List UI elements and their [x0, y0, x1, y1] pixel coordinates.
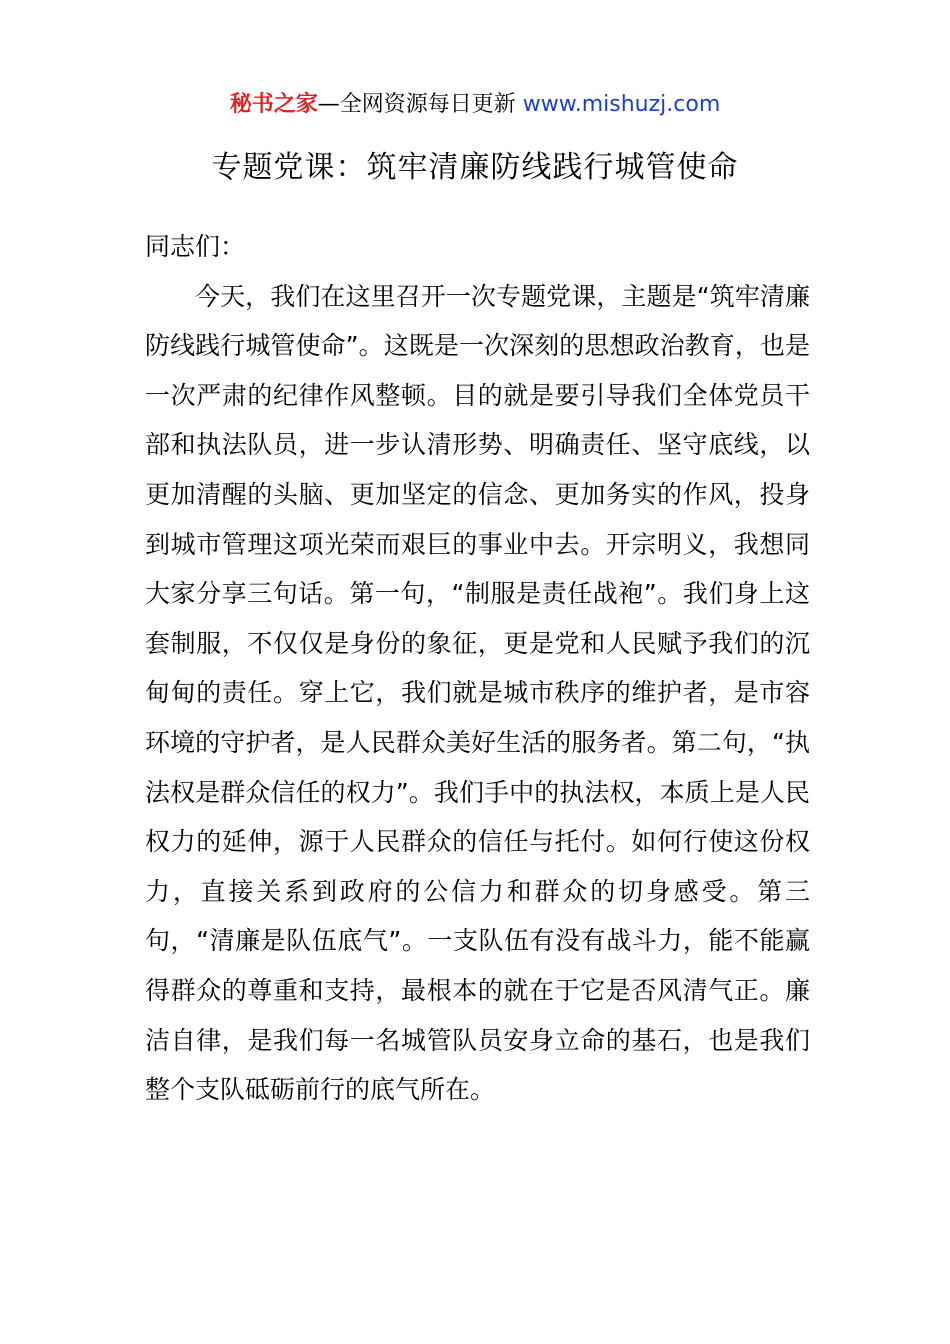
- salutation: 同志们：: [145, 232, 246, 261]
- header-tagline: 全网资源每日更新: [339, 92, 516, 117]
- document-body: [145, 222, 810, 1115]
- site-header: [0, 88, 950, 122]
- document-title: 专题党课：筑牢清廉防线践行城管使命: [211, 150, 739, 185]
- body-paragraph: 今天，我们在这里召开一次专题党课，主题是“筑牢清廉防线践行城管使命”。这既是一次深刻的思想政治教育，也是一次严肃的纪律作风整顿。目的就是要引导我们全体党员干部和执法队员，进一步认清形势、明确责任、坚守底线，以更加清醒的头脑、更加坚定的信念、更加务实的作风，投身到城市管理这项光荣而艰巨的事业中去。开宗明义，我想同大家分享三句话。第一句，“制服是责任战袍”。我们身上这套制服，不仅仅是身份的象征，更是党和人民赋予我们的沉甸甸的责任。穿上它，我们就是城市秩序的维护者，是市容环境的守护者，是人民群众美好生活的服务者。第二句，“执法权是群众信任的权力”。我们手中的执法权，本质上是人民权力的延伸，源于人民群众的信任与托付。如何行使这份权力，直接关系到政府的公信力和群众的切身感受。第三句，“清廉是队伍底气”。一支队伍有没有战斗力，能不能赢得群众的尊重和支持，最根本的就在于它是否风清气正。廉洁自律，是我们每一名城管队员安身立命的基石，也是我们整个支队砥砺前行的底气所在。: [145, 281, 810, 1105]
- site-url-link[interactable]: www.mishuzj.com: [522, 92, 721, 117]
- header-separator: —: [317, 92, 340, 117]
- site-brand: 秘书之家: [229, 92, 318, 117]
